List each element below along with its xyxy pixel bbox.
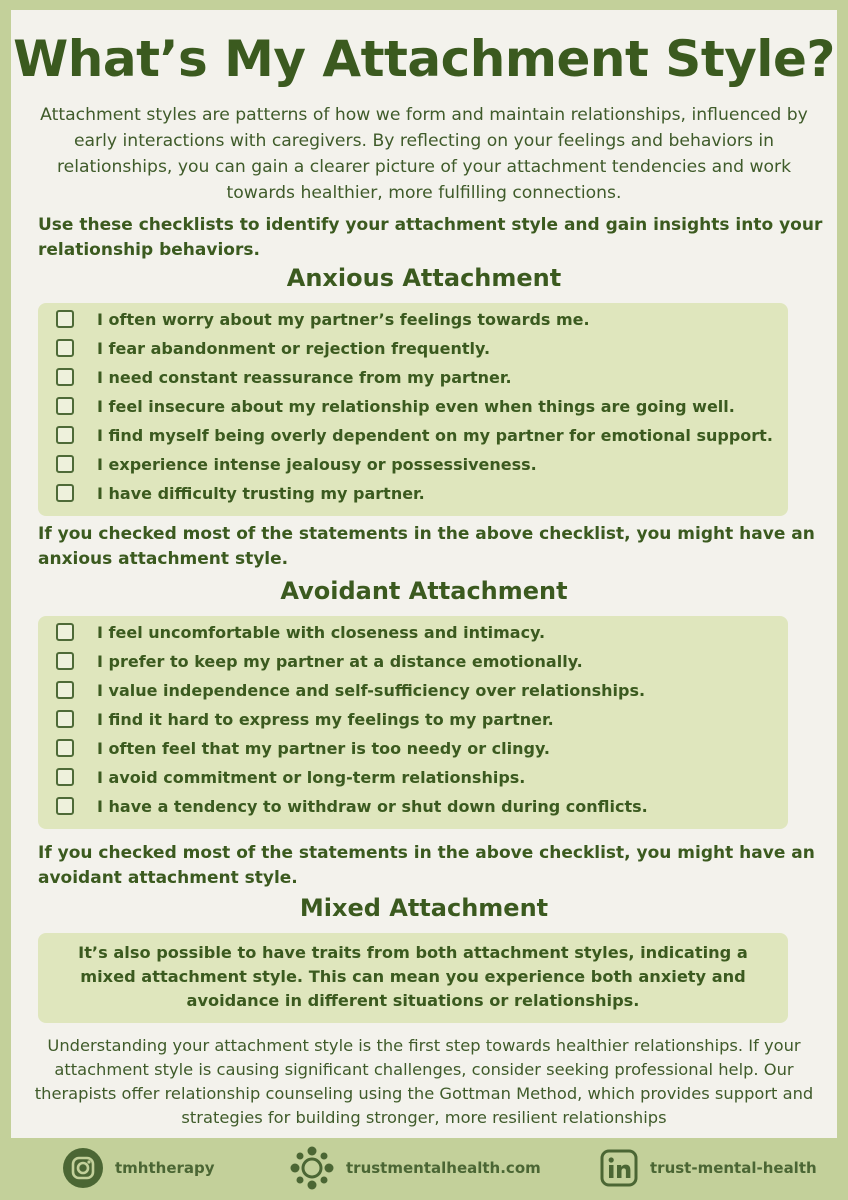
intro-paragraph: Attachment styles are patterns of how we form and maintain relationships, influenced by early interactions with caregivers. By reflecting on your feelings and behaviors in relationships, you can gain a clearer picture of your attachment tendencies and work towards healthier, more fulfilling connections. <box>40 105 808 203</box>
checklist-item-label: I find myself being overly dependent on my partner for emotional support. <box>97 425 773 445</box>
footer-instagram[interactable] <box>63 1148 215 1188</box>
checklist-item-label: I feel insecure about my relationship even when things are going well. <box>97 396 735 416</box>
checkbox[interactable] <box>56 484 74 502</box>
checklist-item[interactable] <box>56 795 776 817</box>
checklist-item-label: I find it hard to express my feelings to my partner. <box>97 709 554 729</box>
checklist-item[interactable] <box>56 679 776 701</box>
checkbox[interactable] <box>56 652 74 670</box>
checkbox[interactable] <box>56 681 74 699</box>
checklist-item[interactable] <box>56 621 776 643</box>
checkbox[interactable] <box>56 397 74 415</box>
footer-linkedin[interactable] <box>600 1148 817 1188</box>
avoidant-result: If you checked most of the statements in the above checklist, you might have an avoidant attachment style. <box>38 843 815 888</box>
checkbox[interactable] <box>56 710 74 728</box>
checklist-item[interactable] <box>56 395 776 417</box>
checkbox[interactable] <box>56 768 74 786</box>
checklist-item-label: I often worry about my partner’s feelings towards me. <box>97 309 590 329</box>
avoidant-heading: Avoidant Attachment <box>280 577 568 605</box>
checklist-item-label: I avoid commitment or long-term relationships. <box>97 767 526 787</box>
checklist-item[interactable] <box>56 424 776 446</box>
avoidant-checklist <box>38 616 788 829</box>
checklist-item-label: I value independence and self-sufficiency over relationships. <box>97 680 646 700</box>
website-link: trustmentalhealth.com <box>346 1159 541 1177</box>
instagram-handle: tmhtherapy <box>115 1159 215 1177</box>
checklist-item[interactable] <box>56 453 776 475</box>
checklist-item[interactable] <box>56 366 776 388</box>
checklist-item[interactable] <box>56 766 776 788</box>
checklist-item-label: I often feel that my partner is too needy or clingy. <box>97 738 550 758</box>
checklist-item-label: I experience intense jealousy or possessiveness. <box>97 454 537 474</box>
checklist-item[interactable] <box>56 482 776 504</box>
checklist-item-label: I fear abandonment or rejection frequently. <box>97 338 491 358</box>
checkbox[interactable] <box>56 310 74 328</box>
page-title: What’s My Attachment Style? <box>13 30 835 88</box>
instagram-icon <box>63 1148 103 1188</box>
closing-paragraph: Understanding your attachment style is the first step towards healthier relationships. If your attachment style is causing significant challenges, consider seeking professional help. Our therapists offer relationship counseling using the Gottman Method, which provides support and strategies for building stronger, more resilient relationships <box>34 1036 814 1127</box>
worksheet-page <box>11 10 837 1138</box>
checklist-item-label: I have a tendency to withdraw or shut down during conflicts. <box>97 796 648 816</box>
checkbox[interactable] <box>56 426 74 444</box>
mixed-panel <box>38 933 788 1023</box>
checkbox[interactable] <box>56 455 74 473</box>
checkbox[interactable] <box>56 339 74 357</box>
footer-website[interactable] <box>290 1148 541 1188</box>
anxious-result: If you checked most of the statements in the above checklist, you might have an anxious attachment style. <box>38 524 815 569</box>
network-icon <box>290 1146 334 1190</box>
checklist-item[interactable] <box>56 337 776 359</box>
checklist-item[interactable] <box>56 650 776 672</box>
checklist-item[interactable] <box>56 708 776 730</box>
checkbox[interactable] <box>56 739 74 757</box>
checklist-item-label: I prefer to keep my partner at a distance emotionally. <box>97 651 583 671</box>
linkedin-icon <box>600 1149 638 1187</box>
checklist-item[interactable] <box>56 308 776 330</box>
checkbox[interactable] <box>56 368 74 386</box>
checklist-item-label: I need constant reassurance from my partner. <box>97 367 512 387</box>
mixed-description: It’s also possible to have traits from both attachment styles, indicating a mixed attachment style. This can mean you experience both anxiety and avoidance in different situations or relationships. <box>78 943 748 1010</box>
mixed-heading: Mixed Attachment <box>299 894 549 922</box>
linkedin-handle: trust-mental-health <box>650 1159 817 1177</box>
checklist-item[interactable] <box>56 737 776 759</box>
checkbox[interactable] <box>56 623 74 641</box>
instruction-text: Use these checklists to identify your attachment style and gain insights into your relationship behaviors. <box>38 215 823 260</box>
checklist-item-label: I have difficulty trusting my partner. <box>97 483 425 503</box>
anxious-checklist <box>38 303 788 516</box>
anxious-heading: Anxious Attachment <box>286 264 562 292</box>
checklist-item-label: I feel uncomfortable with closeness and intimacy. <box>97 622 546 642</box>
checkbox[interactable] <box>56 797 74 815</box>
